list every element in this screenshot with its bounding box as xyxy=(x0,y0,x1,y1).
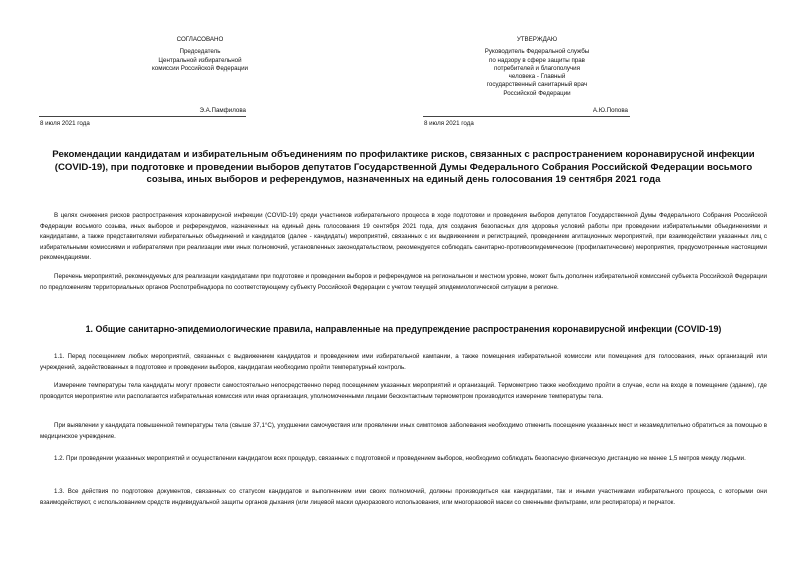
signature-line-right xyxy=(423,116,630,117)
approval-heading-right: УТВЕРЖДАЮ xyxy=(516,36,558,43)
section-paragraph: 1.3. Все действия по подготовке документов, связанных со статусом кандидатов и выполнением ими своих полномочий, должны производиться как кандидатами, так и иными участниками избирательного процесса, с которыми они взаимодействуют, с использованием средств индивидуальной защиты органов дыхания (или лицевой маски одноразового использования, или многоразовой маски со сменными фильтрами, или респиратора) и перчаток. xyxy=(40,488,767,506)
signatory-name-left: Э.А.Памфилова xyxy=(199,107,246,114)
approval-heading-left: СОГЛАСОВАНО xyxy=(176,36,224,43)
section-paragraph: 1.1. Перед посещением любых мероприятий, связанных с выдвижением кандидатов и проведением ими избирательной кампании, а также помещения избирательной комиссии или помещения для голосования, иных организаций или учреждений, задействованных в подготовке и проведении выборов, кандидатам необходимо пройти температурный контроль. xyxy=(40,353,767,371)
section-paragraph: Измерение температуры тела кандидаты могут провести самостоятельно непосредственно перед посещением указанных мероприятий и организаций. Термометрию также необходимо пройти в случае, если на входе в помещение (здание), где проводится мероприятие или располагается избирательная комиссия или иная организация, уполномоченными лицами бесконтактным термометром производится измерение температуры тела. xyxy=(40,382,767,400)
approval-position-left: Председатель Центральной избирательной комиссии Российской Федерации xyxy=(151,48,249,72)
intro-paragraph: Перечень мероприятий, рекомендуемых для реализации кандидатами при подготовке и проведении выборов и референдумов на региональном и местном уровне, может быть дополнен избирательной комиссией субъекта Российской Федерации по предложениям территориальных органов Роспотребнадзора по соответствующему субъекту Российской Федерации с учетом текущей эпидемиологической ситуации в регионе. xyxy=(40,273,767,291)
signatory-name-right: А.Ю.Попова xyxy=(592,107,628,114)
approval-block-right xyxy=(437,36,637,98)
document-title: Рекомендации кандидатам и избирательным объединениям по профилактике рисков, связанных с распространением коронавирусной инфекции (COVID-19), при подготовке и проведении выборов депутатов Государственной Думы Федерального Собрания Российской Федерации восьмого созыва, иных выборов и референдумов, назначенных на единый день голосования 19 сентября 2021 года xyxy=(52,149,755,186)
approval-position-right: Руководитель Федеральной службы по надзору в сфере защиты прав потребителей и благополучия человека - Главный государственный санитарный врач Российской Федерации xyxy=(484,48,590,97)
signature-date-right: 8 июля 2021 года xyxy=(424,120,474,127)
signature-date-left: 8 июля 2021 года xyxy=(40,120,90,127)
section-title: 1. Общие санитарно-эпидемиологические правила, направленные на предупреждение распространения коронавирусной инфекции (COVID-19) xyxy=(85,324,722,334)
section-paragraph: 1.2. При проведении указанных мероприятий и осуществлении кандидатом всех процедур, связанных с подготовкой и проведением выборов, необходимо соблюдать безопасную физическую дистанцию не менее 1,5 метров между людьми. xyxy=(54,455,746,462)
section-paragraph: При выявлении у кандидата повышенной температуры тела (свыше 37,1°С), ухудшении самочувствия или проявлении иных симптомов заболевания необходимо отменить посещение указанных мест и незамедлительно обратиться за помощью в медицинское учреждение. xyxy=(40,422,767,440)
approval-block-left xyxy=(100,36,300,73)
signature-line-left xyxy=(39,116,246,117)
intro-paragraph: В целях снижения рисков распространения коронавирусной инфекции (COVID-19) среди участников избирательного процесса в ходе подготовки и проведения выборов депутатов Государственной Думы Федерального Собрания Российской Федерации восьмого созыва, иных выборов и референдумов, назначенных на единый день голосования 19 сентября 2021 года, для создания безопасных для здоровья условий работы при проведении избирательными объединениями и кандидатами, а также представителями избирательных объединений и кандидатов (далее - кандидаты) мероприятий, связанных с их выдвижением и регистрацией, проведением агитационных мероприятий, при взаимодействии указанных лиц с избирательными комиссиями и избирателями при реализации ими иных полномочий, установленных законодательством, рекомендуется соблюдать санитарно-противоэпидемические (профилактические) мероприятия, предусмотренные настоящими рекомендациями. xyxy=(40,212,767,262)
